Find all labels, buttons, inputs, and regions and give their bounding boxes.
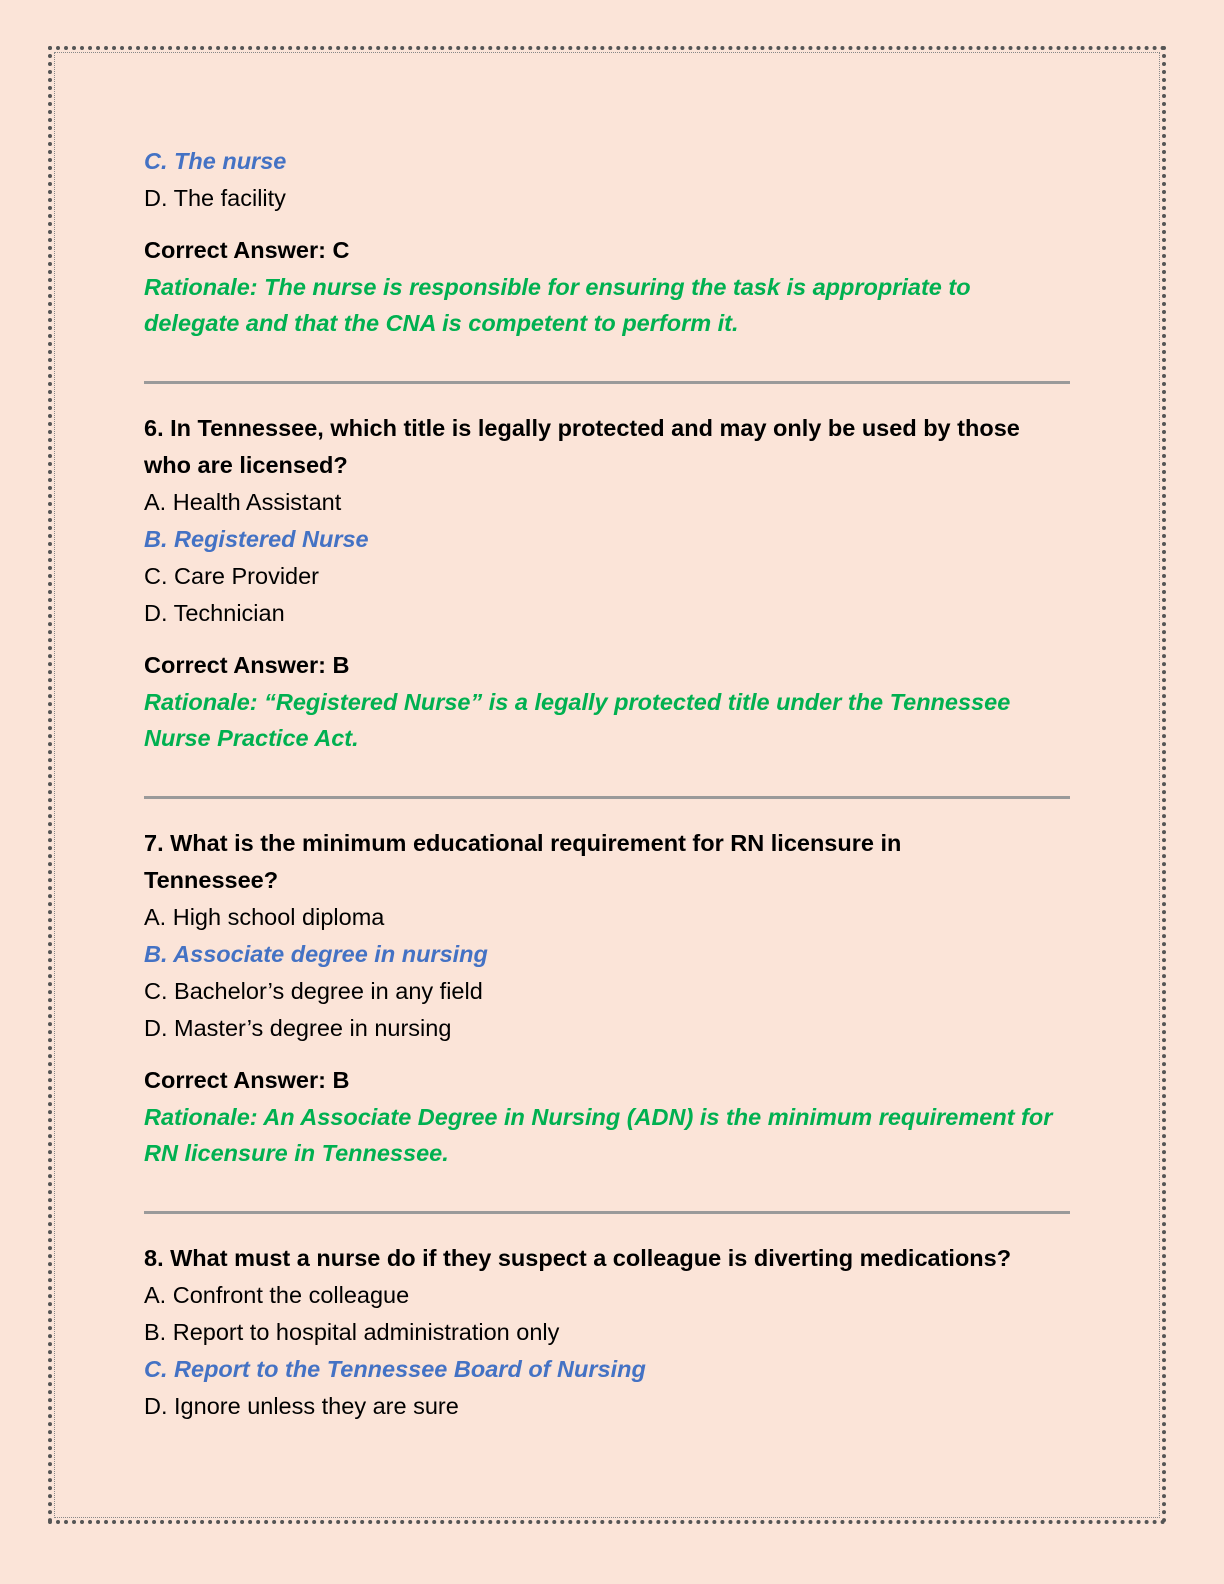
divider [144,1211,1070,1214]
question-6 [144,410,1080,756]
question-5-tail [144,143,1080,341]
divider [144,796,1070,799]
option-c-correct: C. Report to the Tennessee Board of Nursing [144,1356,646,1382]
option-c-correct: C. The nurse [144,148,287,174]
correct-answer: Correct Answer: B [144,1067,350,1093]
option-b-correct: B. Registered Nurse [144,526,369,552]
option-d: D. The facility [144,185,286,211]
question-8 [144,1240,1080,1425]
option-a: A. Confront the colleague [144,1282,410,1308]
option-b: B. Report to hospital administration only [144,1319,560,1345]
correct-answer: Correct Answer: B [144,652,350,678]
divider [144,381,1070,384]
question-7 [144,825,1080,1171]
option-c: C. Bachelor’s degree in any field [144,978,483,1004]
option-b-correct: B. Associate degree in nursing [144,941,488,967]
question-text: 6. In Tennessee, which title is legally protected and may only be used by those who are licensed? [144,415,1020,478]
question-text: 8. What must a nurse do if they suspect a colleague is diverting medications? [144,1245,1012,1271]
option-c: C. Care Provider [144,563,319,589]
option-d: D. Ignore unless they are sure [144,1393,459,1419]
option-d: D. Master’s degree in nursing [144,1015,452,1041]
option-a: A. High school diploma [144,904,385,930]
rationale: Rationale: The nurse is responsible for ensuring the task is appropriate to delegate and that the CNA is competent to perform it. [144,274,971,336]
question-text: 7. What is the minimum educational requirement for RN licensure in Tennessee? [144,830,902,893]
option-a: A. Health Assistant [144,489,342,515]
rationale: Rationale: An Associate Degree in Nursing (ADN) is the minimum requirement for RN licensure in Tennessee. [144,1104,1053,1166]
rationale: Rationale: “Registered Nurse” is a legally protected title under the Tennessee Nurse Practice Act. [144,689,1011,751]
correct-answer: Correct Answer: C [144,237,350,263]
option-d: D. Technician [144,600,285,626]
document-content [144,143,1080,1425]
